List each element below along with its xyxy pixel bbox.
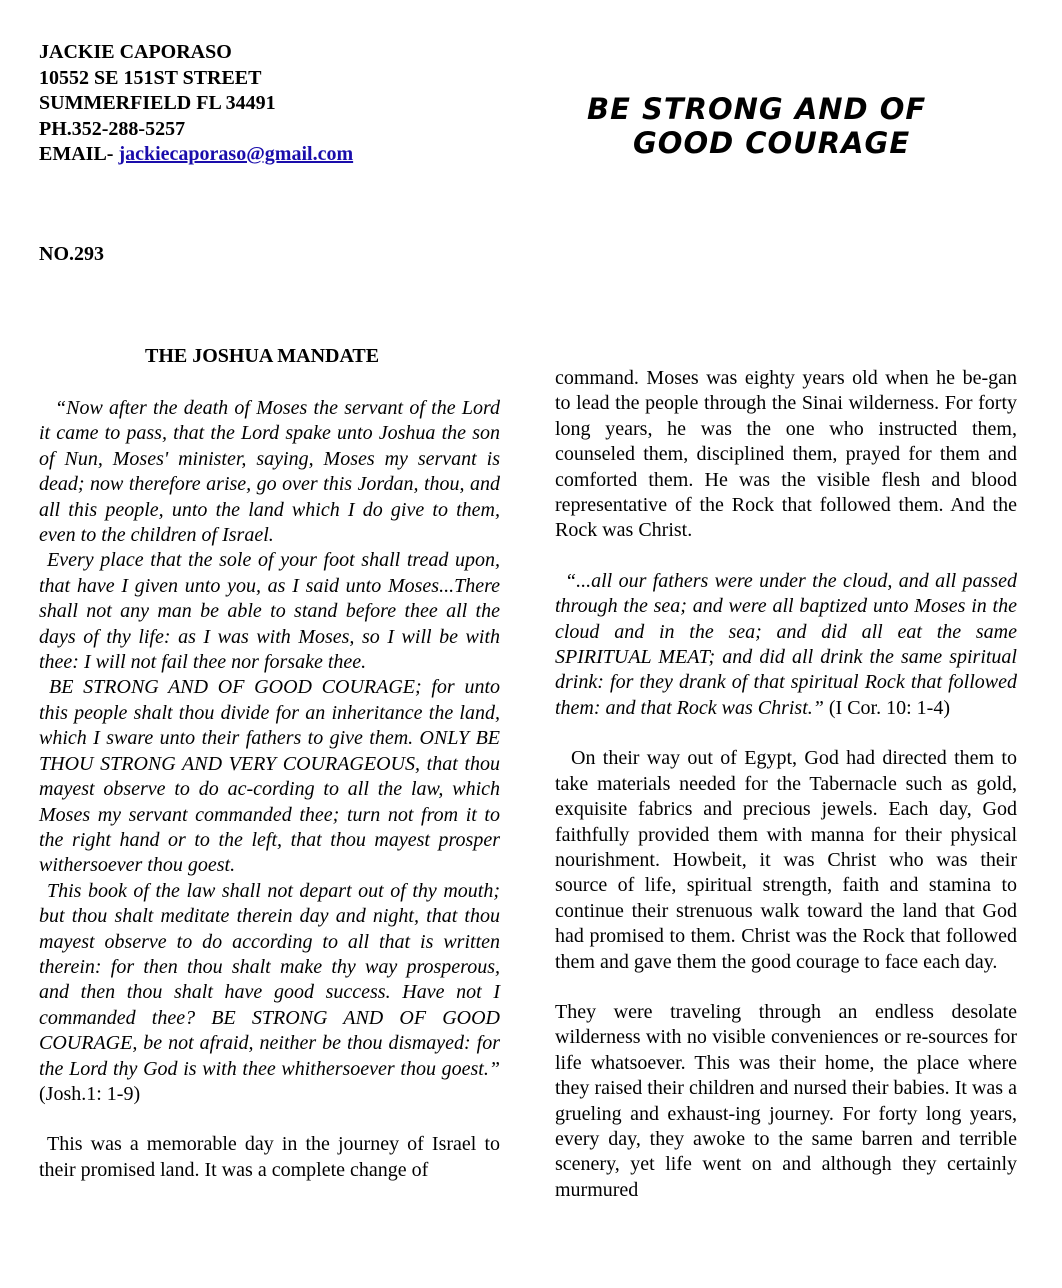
body-paragraph: This was a memorable day in the journey of Israel to their promised land. It was a complete change of <box>39 1133 500 1181</box>
scripture-reference: (Josh.1: 1-9) <box>39 1082 141 1105</box>
email-line <box>39 142 353 168</box>
scripture-quote-2: Every place that the sole of your foot shall tread upon, that have I given unto you, as I said unto Moses...There shall not any man be able to stand before thee all the days of thy life: as I was with Moses, so I will be with thee: I will not fail thee nor forsake thee. <box>39 549 500 674</box>
email-label: EMAIL- <box>39 143 114 165</box>
author-name: JACKIE CAPORASO <box>39 41 232 63</box>
scripture-reference: (I Cor. 10: 1-4) <box>823 696 950 719</box>
banner-line-2: GOOD COURAGE <box>633 126 911 160</box>
phone: PH.352-288-5257 <box>39 117 186 140</box>
contact-block <box>39 40 353 168</box>
banner-title <box>587 92 926 160</box>
article-title: THE JOSHUA MANDATE <box>145 345 380 367</box>
scripture-quote-3: BE STRONG AND OF GOOD COURAGE; for unto this people shalt thou divide for an inheritance the land, which I sware unto their fathers to give them. ONLY BE THOU STRONG AND VERY COURAGEOUS, that thou mayest observe to do ac-cording to all the law, which Moses my servant commanded thee; turn not from it to the right hand or to the left, that thou mayest prosper withersoever thou goest. <box>39 676 500 877</box>
address-line-1: 10552 SE 151ST STREET <box>39 66 262 89</box>
scripture-quote-1: “Now after the death of Moses the servant of the Lord it came to pass, that the Lord spake unto Joshua the son of Nun, Moses' minister, saying, Moses my servant is dead; now therefore arise, go over this Jordan, thou, and all this people, unto the land which I do give to them, even to the children of Israel. <box>39 397 500 547</box>
banner-line-1: BE STRONG AND OF <box>587 92 927 126</box>
right-column <box>555 366 1017 1203</box>
body-paragraph: command. Moses was eighty years old when he be-gan to lead the people through the Sinai wilderness. For forty long years, he was the one who instructed them, counseled them, disciplined them, prayed for them and comforted them. He was the visible flesh and blood representative of the Rock that followed them. And the Rock was Christ. <box>555 367 1017 542</box>
body-paragraph: They were traveling through an endless desolate wilderness with no visible conveniences or re-sources for life whatsoever. This was their home, the place where they raised their children and nursed their babies. It was a grueling and exhaust-ing journey. For forty long years, every day, they awoke to the same barren and terrible scenery, yet life went on and although they certainly murmured <box>555 1000 1017 1201</box>
address-line-2: SUMMERFIELD FL 34491 <box>39 92 276 114</box>
scripture-quote <box>555 569 1017 721</box>
scripture-quote-text: “...all our fathers were under the cloud, and all passed through the sea; and were all baptized unto Moses in the cloud and in the sea; and did all eat the same SPIRITUAL MEAT; and did all drink the same spiritual drink: for they drank of that spiritual Rock that followed them: and that Rock was Christ.” <box>555 569 1017 719</box>
email-link[interactable]: jackiecaporaso@gmail.com <box>118 143 354 165</box>
body-paragraph: On their way out of Egypt, God had directed them to take materials needed for the Tabernacle such as gold, exquisite fabrics and precious jewels. Each day, God faithfully provided them with manna for their physical nourishment. Howbeit, it was Christ who was their source of life, spiritual strength, faith and stamina to continue their strenuous walk toward the land that God had promised to them. Christ was the Rock that followed them and gave them the good courage to face each day. <box>555 747 1017 973</box>
issue-number: NO.293 <box>39 243 104 265</box>
scripture-quote-4-text: This book of the law shall not depart out of thy mouth; but thou shalt meditate therein day and night, that thou mayest observe to do according to all that is written therein: for then thou shalt make thy way prosperous, and then thou shalt have good success. Have not I commanded thee? BE STRONG AND OF GOOD COURAGE, be not afraid, neither be thou dismayed: for the Lord thy God is with thee whithersoever thou goest.” <box>39 879 500 1080</box>
left-column <box>39 396 500 1183</box>
scripture-quote-4 <box>39 879 500 1108</box>
